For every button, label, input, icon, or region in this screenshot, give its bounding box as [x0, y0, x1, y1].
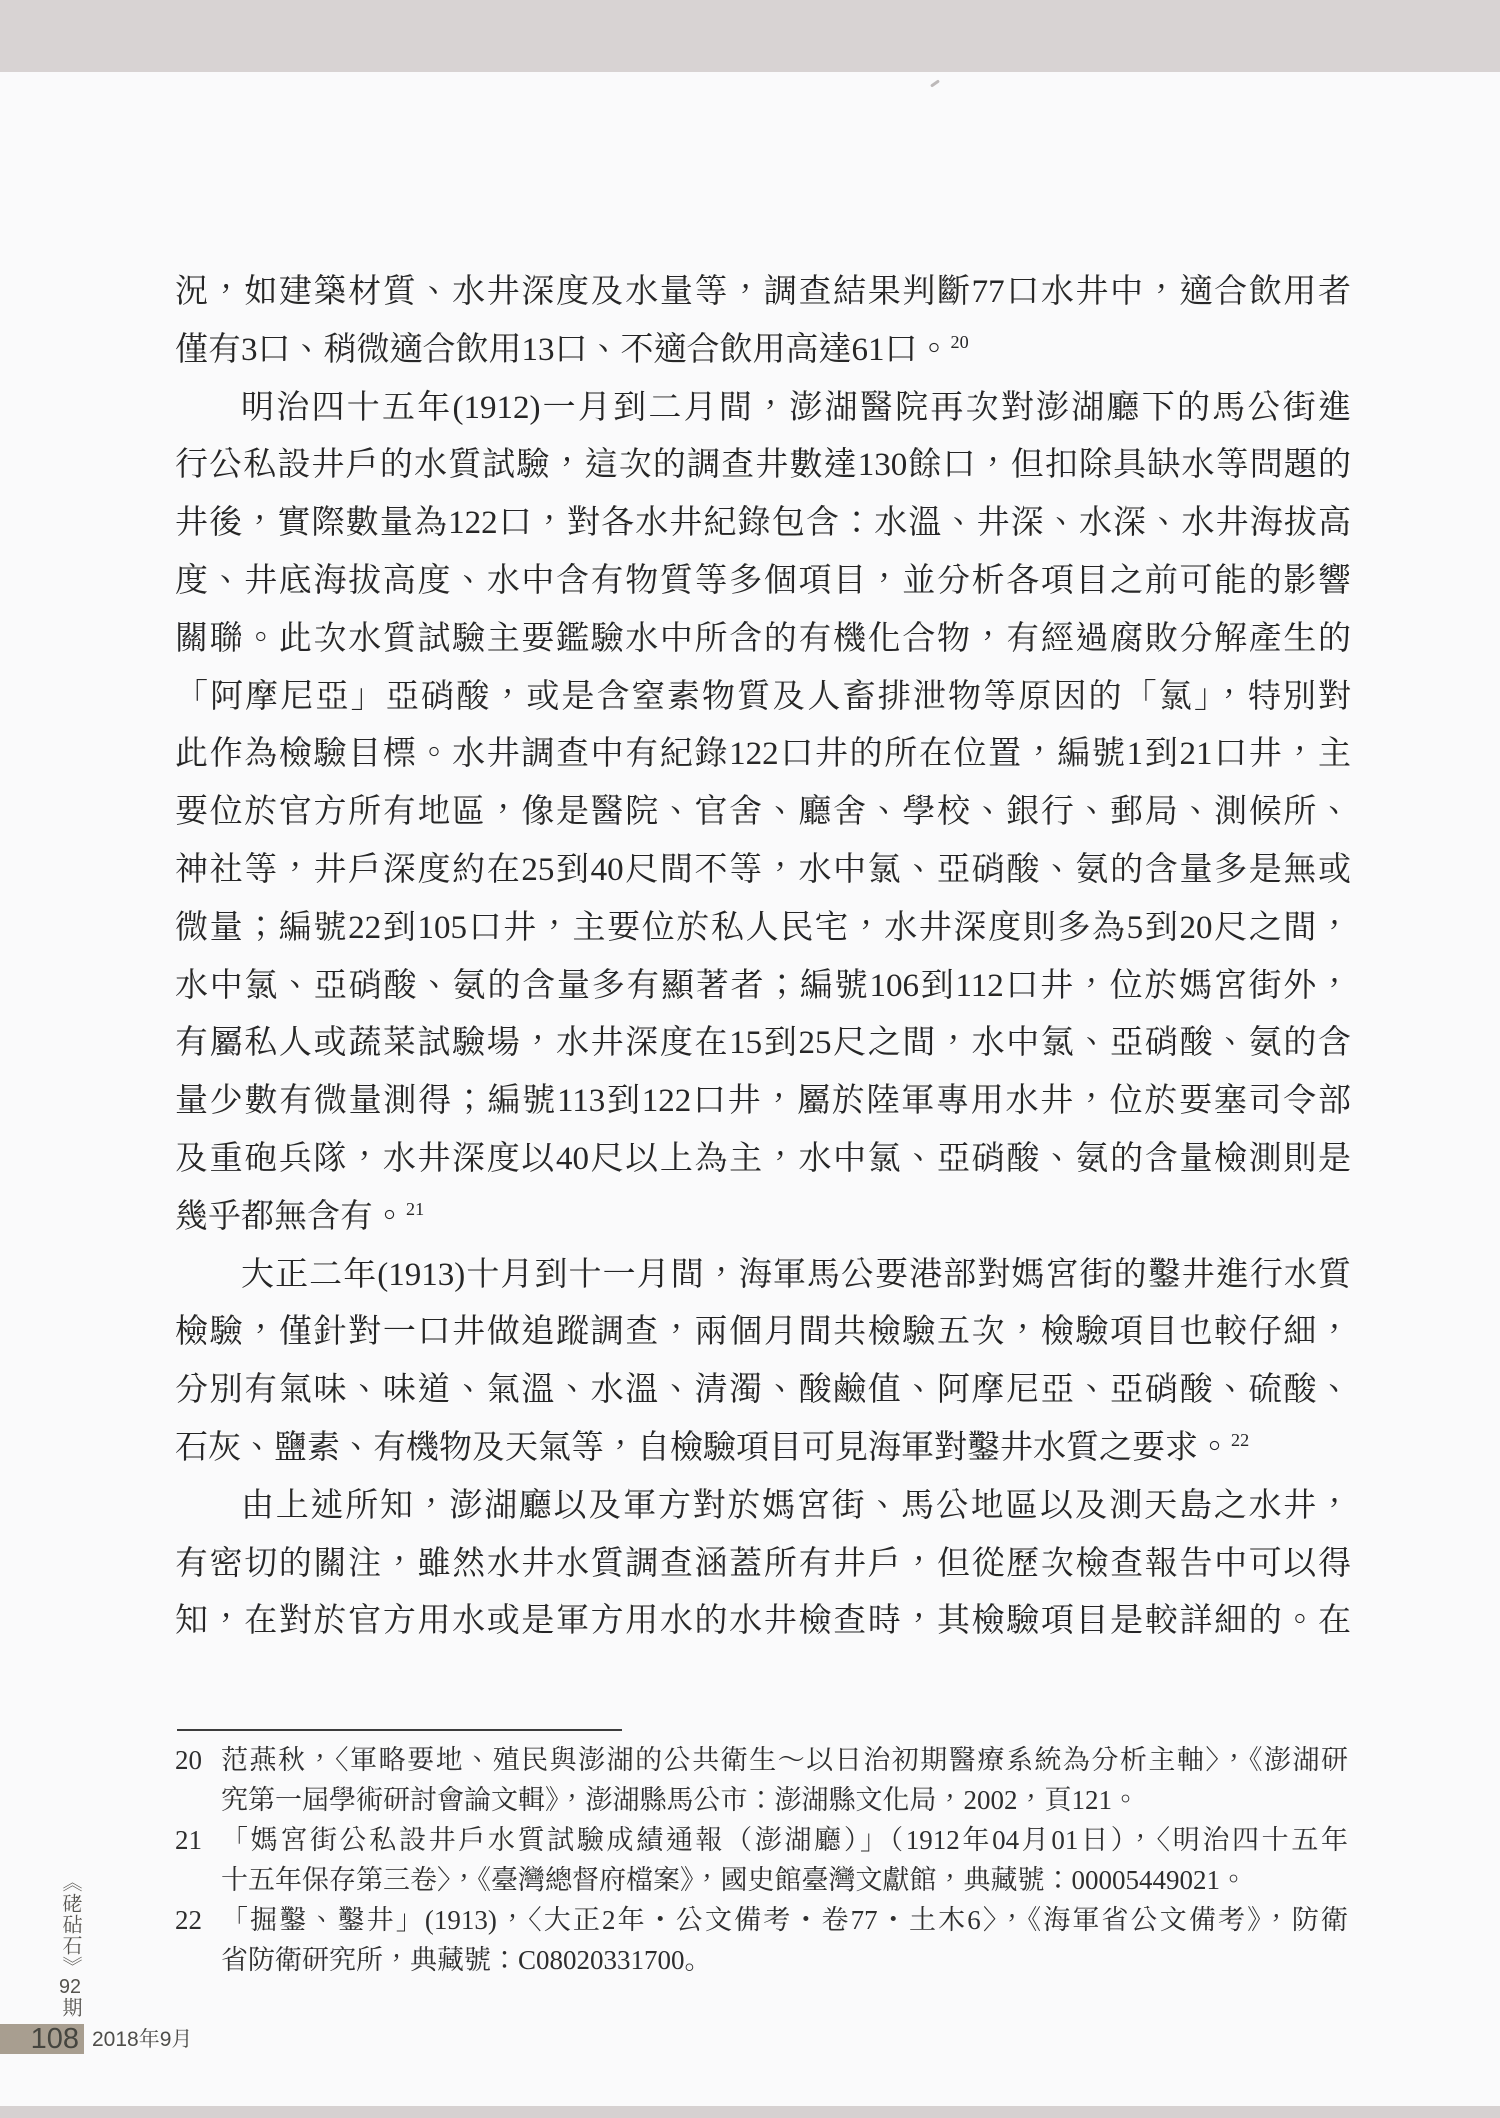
scan-speck	[930, 79, 940, 87]
footnote-21	[175, 1820, 1348, 1900]
body-line: 知，在對於官方用水或是軍方用水的水井檢查時，其檢驗項目是較詳細的。在	[175, 1603, 1351, 1640]
body-line: 石灰、鹽素、有機物及天氣等，自檢驗項目可見海軍對鑿井水質之要求。$^{22}$	[175, 1429, 1250, 1466]
footnote-line: 究第一屆學術研討會論文輯》，澎湖縣馬公市：澎湖縣文化局，2002，頁121。	[221, 1785, 1139, 1815]
footnote-line: 「掘鑿、鑿井」(1913)，〈大正2年・公文備考・卷77・土木6〉，《海軍省公文備考》，防衛	[221, 1905, 1348, 1935]
journal-issue-number: 92	[59, 1977, 81, 1997]
body-line: 僅有3口、稍微適合飲用13口、不適合飲用高達61口。$^{20}$	[175, 331, 969, 368]
scan-edge-band-top	[0, 0, 1500, 72]
body-line: 明治四十五年(1912)一月到二月間，澎湖醫院再次對澎湖廳下的馬公街進	[241, 389, 1351, 426]
body-line: 井後，實際數量為122口，對各水井紀錄包含：水溫、井深、水深、水井海拔高	[175, 505, 1351, 542]
body-line: 有屬私人或蔬菜試驗場，水井深度在15到25尺之間，水中氯、亞硝酸、氨的含	[175, 1025, 1351, 1062]
footnote-line: 「媽宮街公私設井戶水質試驗成績通報（澎湖廳）」（1912年04月01日），〈明治四十五年	[221, 1825, 1348, 1855]
footnote-number: 22	[175, 1905, 202, 1935]
journal-issue-unit: 期	[59, 1997, 81, 2018]
body-line: 關聯。此次水質試驗主要鑑驗水中所含的有機化合物，有經過腐敗分解產生的	[175, 620, 1351, 657]
footnote-ref-21: 21	[406, 1198, 425, 1219]
footnote-22	[175, 1900, 1348, 1980]
body-line: 量少數有微量測得；編號113到122口井，屬於陸軍專用水井，位於要塞司令部	[175, 1083, 1351, 1120]
footnotes	[175, 1740, 1348, 1980]
footnote-ref-22: 22	[1231, 1429, 1250, 1450]
body-line: 此作為檢驗目標。水井調查中有紀錄122口井的所在位置，編號1到21口井，主	[175, 736, 1351, 773]
footnote-number: 21	[175, 1825, 202, 1855]
body-line: 由上述所知，澎湖廳以及軍方對於媽宮街、馬公地區以及測天島之水井，	[241, 1487, 1351, 1524]
body-line: 大正二年(1913)十月到十一月間，海軍馬公要港部對媽宮街的鑿井進行水質	[241, 1256, 1351, 1293]
footnote-number: 20	[175, 1745, 202, 1775]
body-line: 「阿摩尼亞」亞硝酸，或是含窒素物質及人畜排泄物等原因的「氯」，特別對	[175, 678, 1351, 715]
body-line: 況，如建築材質、水井深度及水量等，調查結果判斷77口水井中，適合飲用者	[175, 274, 1351, 310]
journal-sidebar	[56, 1872, 85, 2032]
body-line: 幾乎都無含有。$^{21}$	[175, 1198, 425, 1235]
footnote-line: 省防衛研究所，典藏號：C08020331700。	[221, 1945, 712, 1975]
body-line: 及重砲兵隊，水井深度以40尺以上為主，水中氯、亞硝酸、氨的含量檢測則是	[175, 1140, 1351, 1177]
body-line: 行公私設井戶的水質試驗，這次的調查井數達130餘口，但扣除具缺水等問題的	[175, 447, 1351, 484]
page-number: 108	[30, 2023, 79, 2055]
footnote-divider	[177, 1729, 622, 1731]
footnote-line: 范燕秋，〈軍略要地、殖民與澎湖的公共衛生～以日治初期醫療系統為分析主軸〉，《澎湖研	[221, 1745, 1348, 1775]
body-line: 水中氯、亞硝酸、氨的含量多有顯著者；編號106到112口井，位於媽宮街外，	[175, 967, 1351, 1004]
body-line: 要位於官方所有地區，像是醫院、官舍、廳舍、學校、銀行、郵局、測候所、	[175, 794, 1351, 831]
body-line: 檢驗，僅針對一口井做追蹤調查，兩個月間共檢驗五次，檢驗項目也較仔細，	[175, 1314, 1351, 1351]
article-body	[175, 264, 1351, 1651]
body-line: 度、井底海拔高度、水中含有物質等多個項目，並分析各項目之前可能的影響	[175, 562, 1351, 599]
issue-date: 2018年9月	[92, 2028, 193, 2051]
scan-edge-band-bottom	[0, 2106, 1500, 2118]
page-number-bar	[0, 2024, 84, 2054]
footnote-20	[175, 1740, 1348, 1820]
body-line: 分別有氣味、味道、氣溫、水溫、清濁、酸鹼值、阿摩尼亞、亞硝酸、硫酸、	[175, 1372, 1351, 1409]
footnote-ref-20: 20	[950, 331, 969, 352]
body-line: 神社等，井戶深度約在25到40尺間不等，水中氯、亞硝酸、氨的含量多是無或	[175, 851, 1351, 888]
body-line: 微量；編號22到105口井，主要位於私人民宅，水井深度則多為5到20尺之間，	[175, 909, 1351, 946]
footnote-line: 十五年保存第三卷〉，《臺灣總督府檔案》，國史館臺灣文獻館，典藏號：00005449021。	[221, 1865, 1247, 1895]
body-line: 有密切的關注，雖然水井水質調查涵蓋所有井戶，但從歷次檢查報告中可以得	[175, 1545, 1351, 1582]
journal-title-vertical: 《硓砧石》	[59, 1872, 81, 1977]
